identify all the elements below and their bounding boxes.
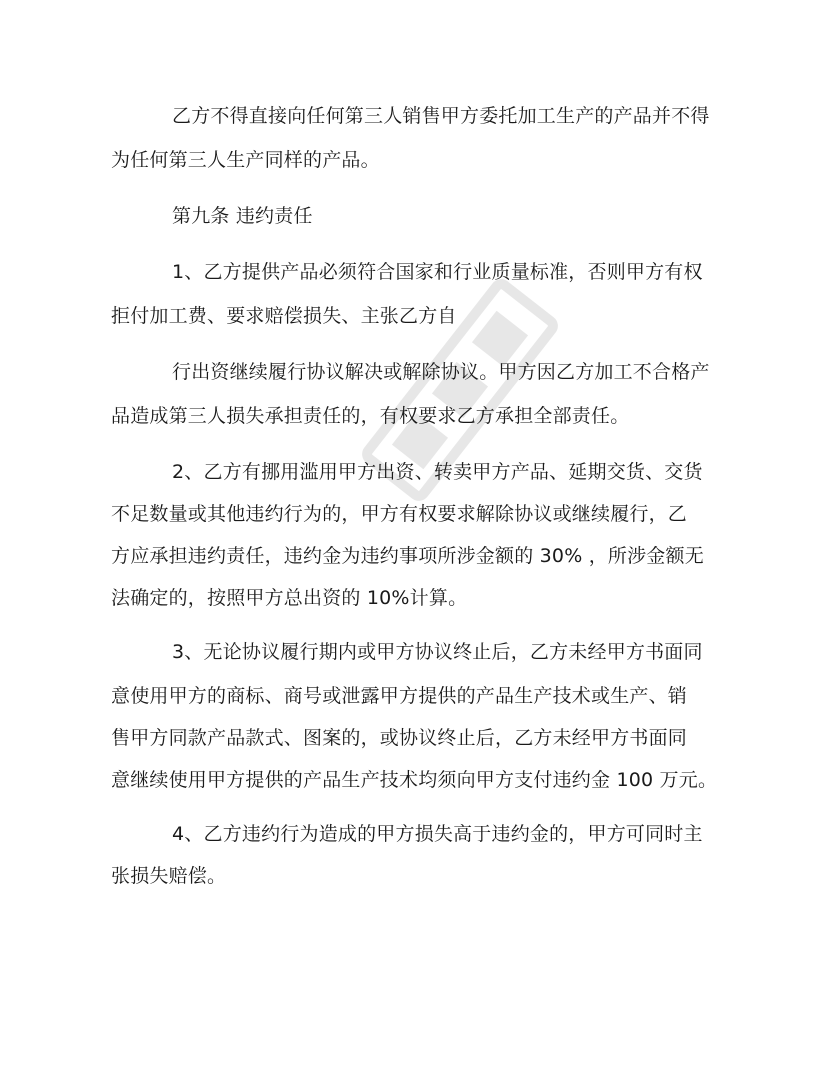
para-1-line-1: 乙方不得直接向任何第三人销售甲方委托加工生产的产品并不得 [172,105,710,127]
item-1-line-2: 拒付加工费、要求赔偿损失、主张乙方自 [111,305,457,327]
item-3-line-2: 意使用甲方的商标、商号或泄露甲方提供的产品生产技术或生产、销 [111,685,688,707]
item-1-cont-line-2: 品造成第三人损失承担责任的，有权要求乙方承担全部责任。 [111,405,630,427]
item-3-line-1: 3、无论协议履行期内或甲方协议终止后，乙方未经甲方书面同 [172,641,703,663]
item-1-line-1: 1、乙方提供产品必须符合国家和行业质量标准，否则甲方有权 [172,261,703,283]
item-2-line-3: 方应承担违约责任，违约金为违约事项所涉金额的 30% ，所涉金额无 [111,545,704,567]
item-2-line-1: 2、乙方有挪用滥用甲方出资、转卖甲方产品、延期交货、交货 [172,461,703,483]
item-4-line-2: 张损失赔偿。 [111,865,227,887]
item-3-line-4: 意继续使用甲方提供的产品生产技术均须向甲方支付违约金 100 万元。 [111,769,718,791]
section-heading: 第九条 违约责任 [172,205,313,227]
para-1-line-2: 为任何第三人生产同样的产品。 [111,149,380,171]
item-4-line-1: 4、乙方违约行为造成的甲方损失高于违约金的，甲方可同时主 [172,823,703,845]
item-1-cont-line-1: 行出资继续履行协议解决或解除协议。甲方因乙方加工不合格产 [172,361,710,383]
item-3-line-3: 售甲方同款产品款式、图案的，或协议终止后，乙方未经甲方书面同 [111,727,688,749]
item-2-line-4: 法确定的，按照甲方总出资的 10%计算。 [111,587,468,609]
item-2-line-2: 不足数量或其他违约行为的，甲方有权要求解除协议或继续履行，乙 [111,503,688,525]
